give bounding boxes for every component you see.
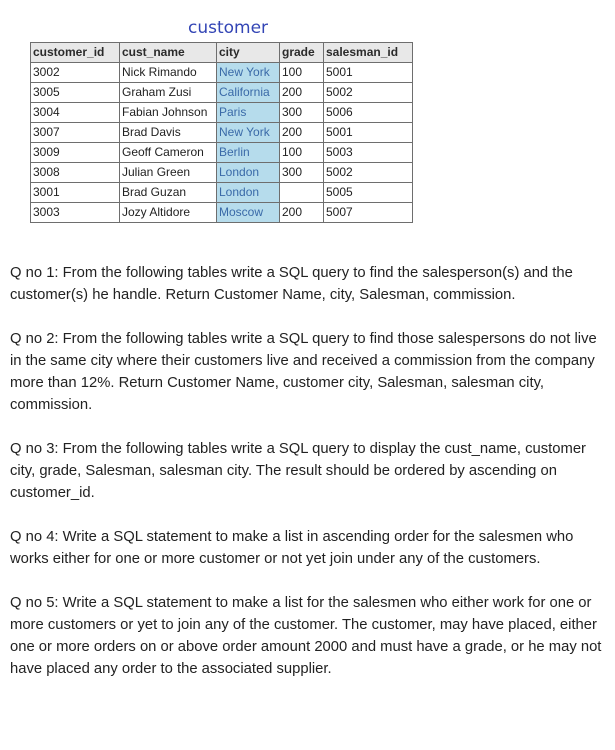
customer-table [30,42,413,223]
salesman-id-cell: 5007 [324,203,413,223]
salesman-id-cell: 5002 [324,163,413,183]
header-city: city [217,43,280,63]
cust-name-cell: Brad Guzan [120,183,217,203]
question-2: Q no 2: From the following tables write a SQL query to find those salespersons do not live in the same city where their customers live and received a commission from the company more than 12%. Return Customer Name, customer city, Salesman, salesman city, commission. [10,331,597,413]
customer-id-cell: 3004 [31,103,120,123]
customer-id-cell: 3009 [31,143,120,163]
header-salesman-id: salesman_id [324,43,413,63]
customer-id-cell: 3007 [31,123,120,143]
question-5: Q no 5: Write a SQL statement to make a list for the salesmen who either work for one or more customers or yet to join any of the customer. The customer, may have placed, either one or more orders on or above order amount 2000 and must have a grade, or he may not have placed any order to the associated supplier. [10,595,602,677]
salesman-id-cell: 5005 [324,183,413,203]
city-cell: New York [217,123,280,143]
table-row [31,123,413,143]
table-row [31,83,413,103]
city-cell: New York [217,63,280,83]
cust-name-cell: Geoff Cameron [120,143,217,163]
header-customer-id: customer_id [31,43,120,63]
city-cell: Berlin [217,143,280,163]
salesman-id-cell: 5001 [324,123,413,143]
customer-id-cell: 3002 [31,63,120,83]
cust-name-cell: Jozy Altidore [120,203,217,223]
question-3: Q no 3: From the following tables write a SQL query to display the cust_name, customer city, grade, Salesman, salesman city. The result should be ordered by ascending on customer_id. [10,441,586,501]
city-cell: Moscow [217,203,280,223]
table-row [31,203,413,223]
table-row [31,63,413,83]
table-header-row [31,43,413,63]
header-cust-name: cust_name [120,43,217,63]
question-1: Q no 1: From the following tables write a SQL query to find the salesperson(s) and the customer(s) he handle. Return Customer Name, city, Salesman, commission. [10,265,573,303]
city-cell: California [217,83,280,103]
city-cell: Paris [217,103,280,123]
city-cell: London [217,183,280,203]
customer-id-cell: 3001 [31,183,120,203]
table-title: customer [187,18,269,38]
table-row [31,103,413,123]
cust-name-cell: Fabian Johnson [120,103,217,123]
table-row [31,143,413,163]
grade-cell: 200 [280,203,324,223]
table-row [31,183,413,203]
city-cell: London [217,163,280,183]
header-grade: grade [280,43,324,63]
grade-cell: 300 [280,103,324,123]
cust-name-cell: Brad Davis [120,123,217,143]
grade-cell: 100 [280,63,324,83]
customer-id-cell: 3008 [31,163,120,183]
grade-cell: 100 [280,143,324,163]
questions-section [10,262,610,702]
salesman-id-cell: 5002 [324,83,413,103]
grade-cell: 200 [280,83,324,103]
salesman-id-cell: 5001 [324,63,413,83]
question-4: Q no 4: Write a SQL statement to make a list in ascending order for the salesmen who works either for one or more customer or not yet join under any of the customers. [10,529,574,567]
grade-cell [280,183,324,203]
grade-cell: 200 [280,123,324,143]
cust-name-cell: Graham Zusi [120,83,217,103]
table-row [31,163,413,183]
customer-id-cell: 3005 [31,83,120,103]
customer-id-cell: 3003 [31,203,120,223]
cust-name-cell: Nick Rimando [120,63,217,83]
salesman-id-cell: 5003 [324,143,413,163]
salesman-id-cell: 5006 [324,103,413,123]
cust-name-cell: Julian Green [120,163,217,183]
grade-cell: 300 [280,163,324,183]
